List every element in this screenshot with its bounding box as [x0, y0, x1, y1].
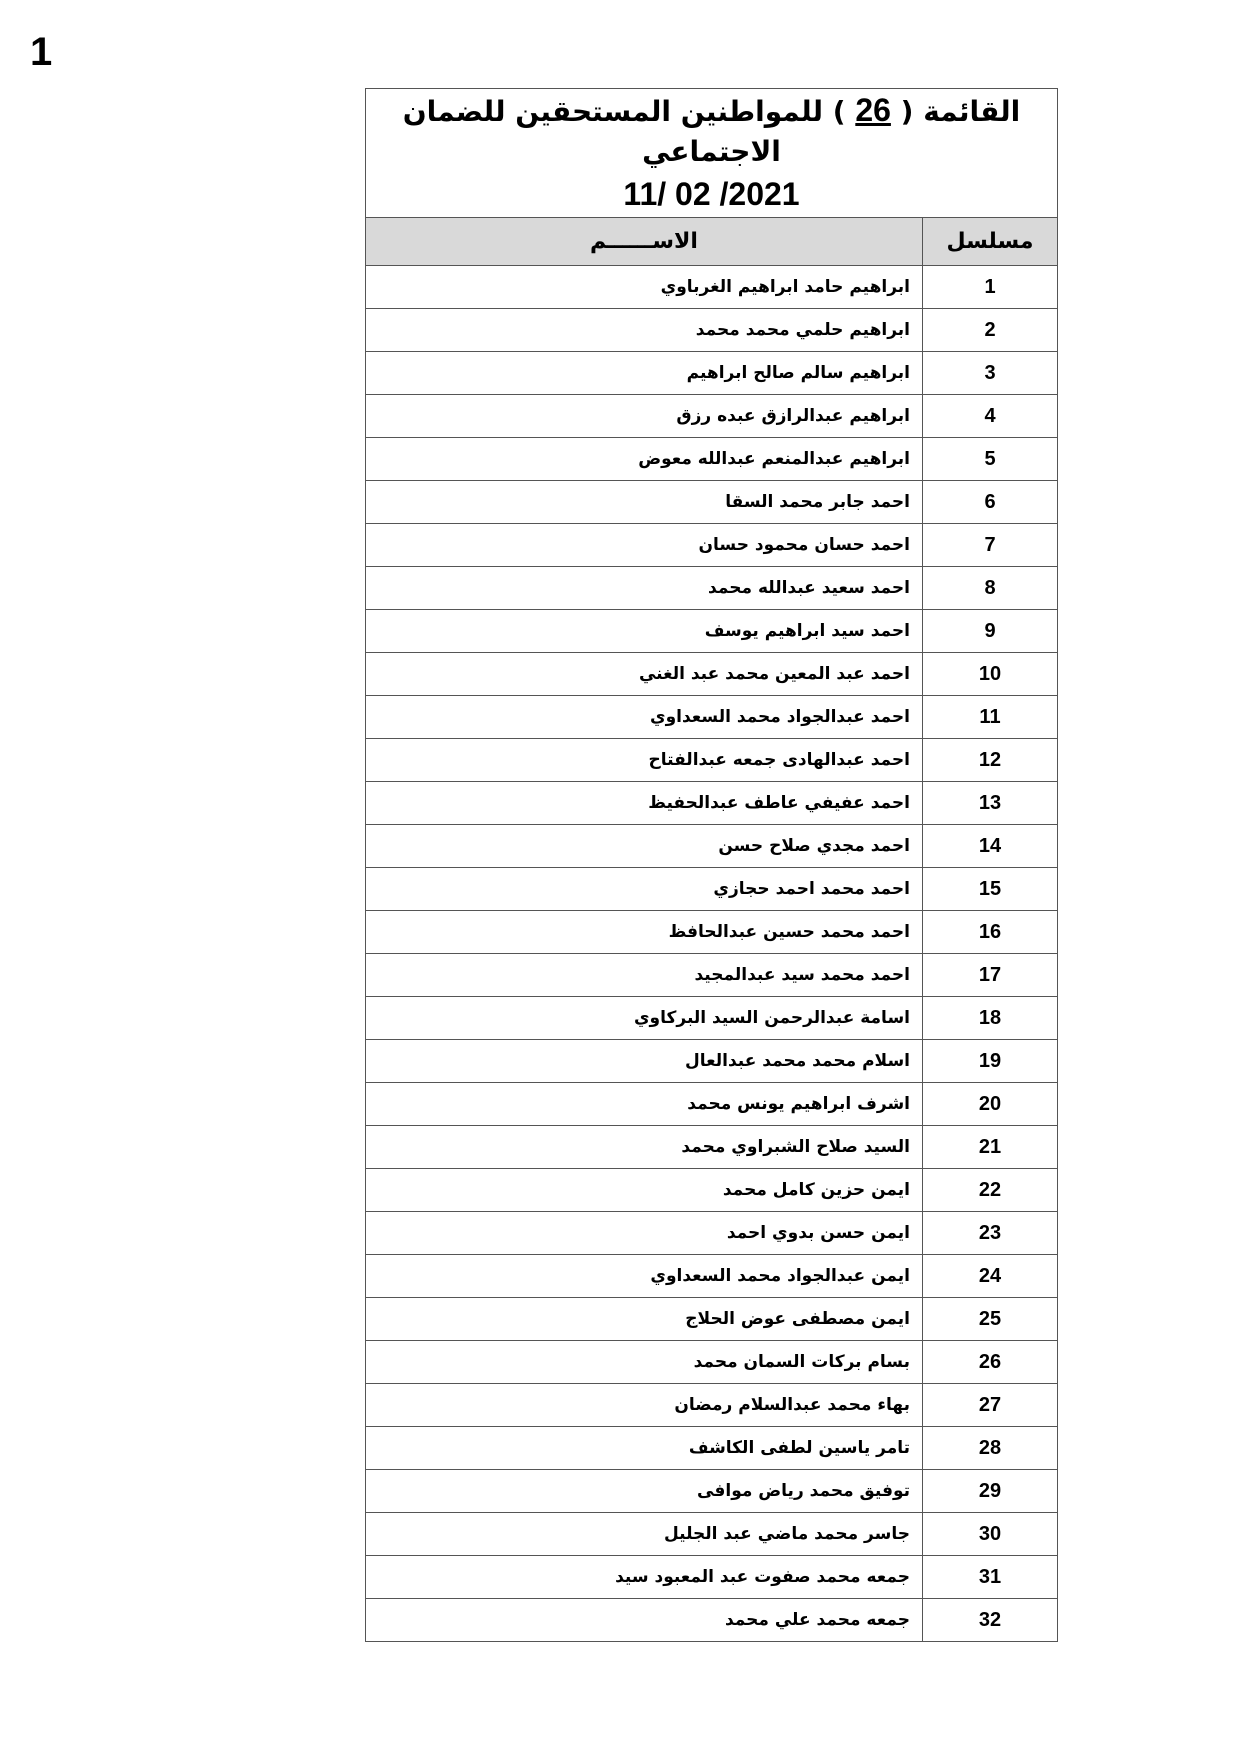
- name-cell: احمد عبد المعين محمد عبد الغني: [366, 653, 923, 696]
- table-row: [366, 1513, 1058, 1556]
- serial-cell: 17: [923, 954, 1058, 997]
- name-cell: اسامة عبدالرحمن السيد البركاوي: [366, 997, 923, 1040]
- serial-cell: 14: [923, 825, 1058, 868]
- table-row: [366, 610, 1058, 653]
- table-row: [366, 997, 1058, 1040]
- table-row: [366, 1427, 1058, 1470]
- serial-cell: 3: [923, 352, 1058, 395]
- serial-cell: 27: [923, 1384, 1058, 1427]
- name-cell: احمد محمد حسين عبدالحافظ: [366, 911, 923, 954]
- name-column-header: الاســــــم: [366, 218, 923, 266]
- table-row: [366, 1470, 1058, 1513]
- name-cell: ايمن مصطفى عوض الحلاج: [366, 1298, 923, 1341]
- name-cell: احمد حسان محمود حسان: [366, 524, 923, 567]
- table-row: [366, 696, 1058, 739]
- table-row: [366, 1556, 1058, 1599]
- serial-cell: 12: [923, 739, 1058, 782]
- serial-cell: 15: [923, 868, 1058, 911]
- table-row: [366, 309, 1058, 352]
- serial-cell: 16: [923, 911, 1058, 954]
- header-row: [366, 218, 1058, 266]
- serial-cell: 28: [923, 1427, 1058, 1470]
- name-cell: جمعه محمد صفوت عبد المعبود سيد: [366, 1556, 923, 1599]
- name-cell: اسلام محمد محمد عبدالعال: [366, 1040, 923, 1083]
- name-cell: احمد عفيفي عاطف عبدالحفيظ: [366, 782, 923, 825]
- serial-cell: 31: [923, 1556, 1058, 1599]
- serial-cell: 20: [923, 1083, 1058, 1126]
- serial-cell: 22: [923, 1169, 1058, 1212]
- name-cell: ابراهيم حامد ابراهيم الغرباوي: [366, 266, 923, 309]
- table-row: [366, 266, 1058, 309]
- table-row: [366, 1040, 1058, 1083]
- serial-column-header: مسلسل: [923, 218, 1058, 266]
- title-prefix: القائمة (: [900, 95, 1021, 128]
- table-row: [366, 954, 1058, 997]
- title-suffix: ) للمواطنين المستحقين للضمان الاجتماعي: [402, 95, 846, 168]
- name-cell: ابراهيم سالم صالح ابراهيم: [366, 352, 923, 395]
- table-row: [366, 1083, 1058, 1126]
- table-row: [366, 567, 1058, 610]
- serial-cell: 10: [923, 653, 1058, 696]
- name-cell: ابراهيم حلمي محمد محمد: [366, 309, 923, 352]
- name-cell: احمد محمد سيد عبدالمجيد: [366, 954, 923, 997]
- table-row: [366, 1212, 1058, 1255]
- table-row: [366, 653, 1058, 696]
- serial-cell: 21: [923, 1126, 1058, 1169]
- table-row: [366, 1298, 1058, 1341]
- serial-cell: 7: [923, 524, 1058, 567]
- name-cell: احمد عبدالجواد محمد السعداوي: [366, 696, 923, 739]
- name-cell: توفيق محمد رياض موافى: [366, 1470, 923, 1513]
- serial-cell: 8: [923, 567, 1058, 610]
- serial-cell: 30: [923, 1513, 1058, 1556]
- title-cell: [366, 89, 1058, 218]
- serial-cell: 25: [923, 1298, 1058, 1341]
- name-cell: جمعه محمد علي محمد: [366, 1599, 923, 1642]
- table-body: [366, 266, 1058, 1642]
- serial-cell: 11: [923, 696, 1058, 739]
- name-cell: جاسر محمد ماضي عبد الجليل: [366, 1513, 923, 1556]
- name-cell: تامر ياسين لطفى الكاشف: [366, 1427, 923, 1470]
- table-row: [366, 1255, 1058, 1298]
- serial-cell: 6: [923, 481, 1058, 524]
- table-row: [366, 911, 1058, 954]
- table-row: [366, 1169, 1058, 1212]
- table-row: [366, 352, 1058, 395]
- serial-cell: 1: [923, 266, 1058, 309]
- table-row: [366, 868, 1058, 911]
- serial-cell: 32: [923, 1599, 1058, 1642]
- serial-cell: 19: [923, 1040, 1058, 1083]
- table-row: [366, 782, 1058, 825]
- name-cell: بهاء محمد عبدالسلام رمضان: [366, 1384, 923, 1427]
- name-cell: بسام بركات السمان محمد: [366, 1341, 923, 1384]
- table-row: [366, 1341, 1058, 1384]
- name-cell: ايمن حسن بدوي احمد: [366, 1212, 923, 1255]
- table-row: [366, 395, 1058, 438]
- name-cell: ابراهيم عبدالرازق عبده رزق: [366, 395, 923, 438]
- serial-cell: 29: [923, 1470, 1058, 1513]
- serial-cell: 2: [923, 309, 1058, 352]
- beneficiaries-table: [365, 88, 1058, 1642]
- serial-cell: 26: [923, 1341, 1058, 1384]
- name-cell: احمد سعيد عبدالله محمد: [366, 567, 923, 610]
- table-row: [366, 438, 1058, 481]
- name-cell: ايمن حزين كامل محمد: [366, 1169, 923, 1212]
- title-row: [366, 89, 1058, 218]
- name-cell: السيد صلاح الشبراوي محمد: [366, 1126, 923, 1169]
- serial-cell: 24: [923, 1255, 1058, 1298]
- table-row: [366, 739, 1058, 782]
- serial-cell: 23: [923, 1212, 1058, 1255]
- list-date: 11/ 02 /2021: [623, 176, 800, 212]
- serial-cell: 13: [923, 782, 1058, 825]
- serial-cell: 9: [923, 610, 1058, 653]
- name-cell: احمد محمد احمد حجازي: [366, 868, 923, 911]
- table-row: [366, 825, 1058, 868]
- table-row: [366, 1126, 1058, 1169]
- serial-cell: 18: [923, 997, 1058, 1040]
- name-cell: احمد عبدالهادى جمعه عبدالفتاح: [366, 739, 923, 782]
- table-row: [366, 1384, 1058, 1427]
- serial-cell: 4: [923, 395, 1058, 438]
- table-row: [366, 481, 1058, 524]
- name-cell: ايمن عبدالجواد محمد السعداوي: [366, 1255, 923, 1298]
- list-number: 26: [855, 92, 891, 128]
- serial-cell: 5: [923, 438, 1058, 481]
- name-cell: احمد سيد ابراهيم يوسف: [366, 610, 923, 653]
- table-row: [366, 1599, 1058, 1642]
- name-cell: احمد جابر محمد السقا: [366, 481, 923, 524]
- table-row: [366, 524, 1058, 567]
- name-cell: اشرف ابراهيم يونس محمد: [366, 1083, 923, 1126]
- list-title: [366, 90, 1057, 172]
- name-cell: احمد مجدي صلاح حسن: [366, 825, 923, 868]
- name-cell: ابراهيم عبدالمنعم عبدالله معوض: [366, 438, 923, 481]
- page-number: 1: [30, 30, 53, 74]
